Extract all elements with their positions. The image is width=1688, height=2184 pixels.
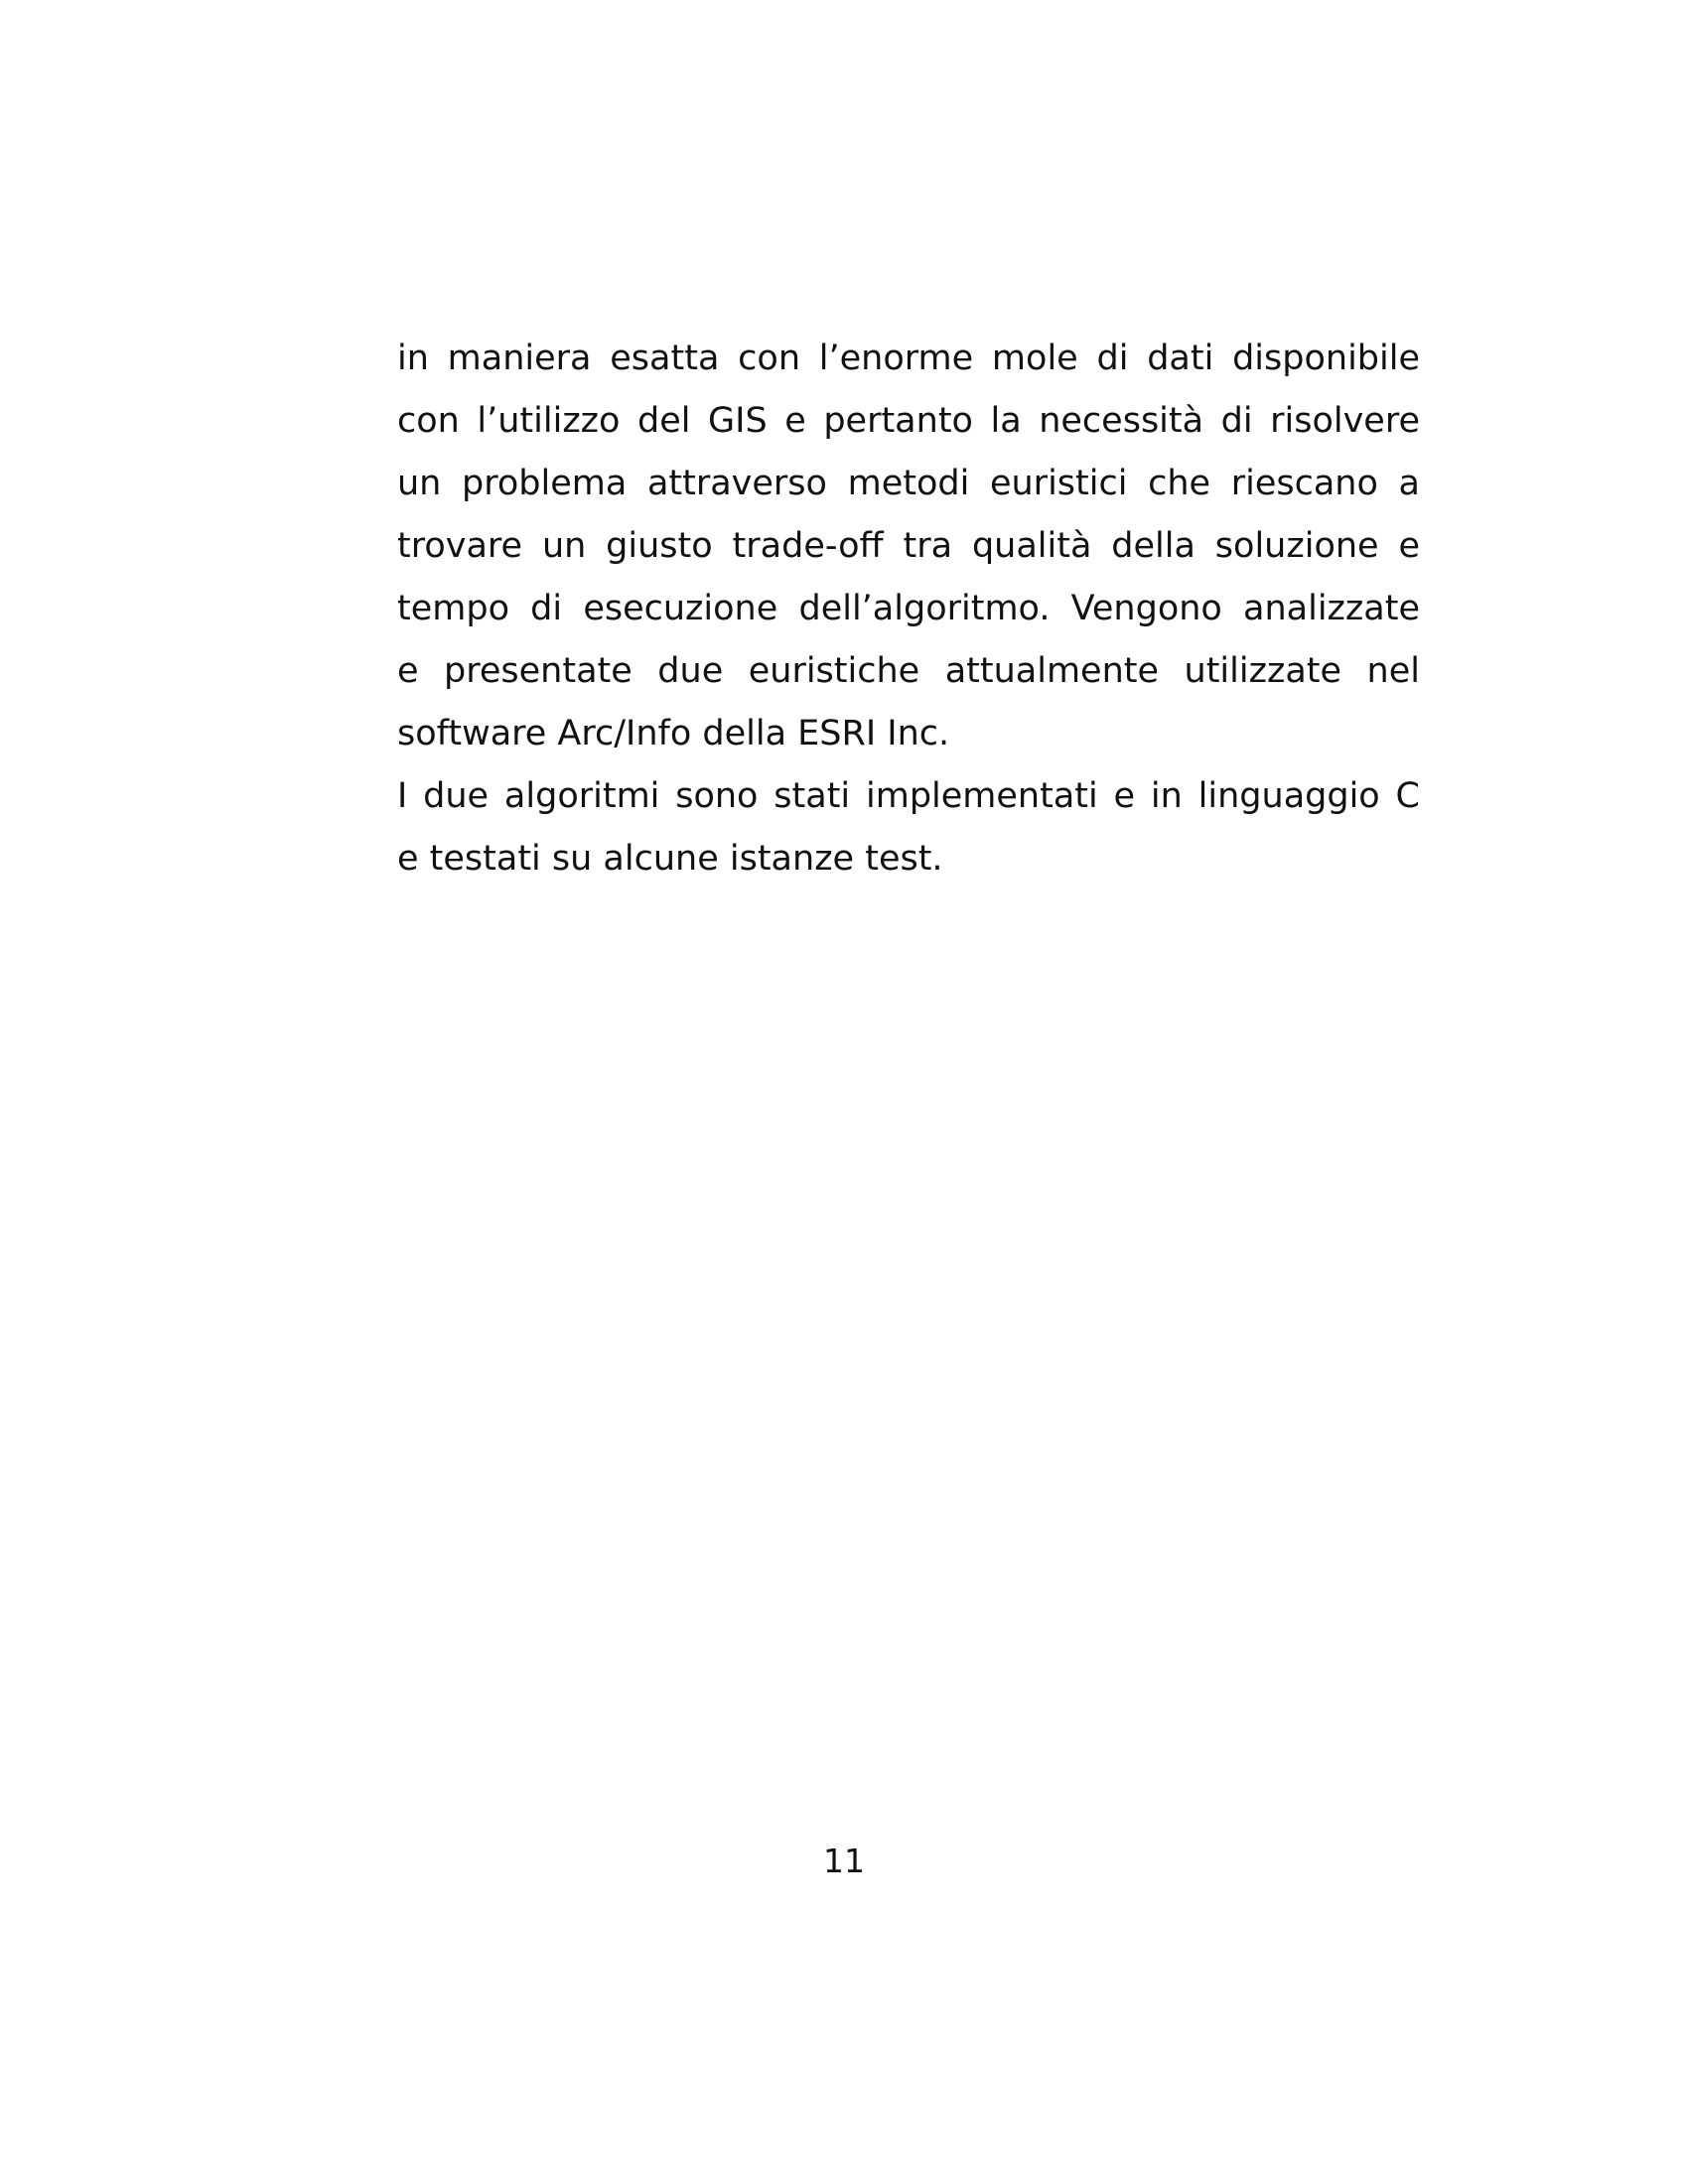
text-line: tempo di esecuzione dell’algoritmo. Vengono analizzate — [397, 589, 1420, 628]
paragraph-2 — [397, 765, 1420, 890]
text-line: e presentate due euristiche attualmente utilizzate nel — [397, 651, 1420, 691]
text-line: I due algoritmi sono stati implementati e in linguaggio C — [397, 776, 1420, 816]
text-line: trovare un giusto trade-off tra qualità della soluzione e — [397, 526, 1420, 566]
text-line: software Arc/Info della ESRI Inc. — [397, 714, 950, 753]
text-line: con l’utilizzo del GIS e pertanto la necessità di risolvere — [397, 401, 1420, 441]
paragraph-1 — [397, 328, 1420, 765]
text-line: e testati su alcune istanze test. — [397, 839, 943, 879]
text-line: un problema attraverso metodi euristici che riescano a — [397, 464, 1420, 503]
text-line: in maniera esatta con l’enorme mole di dati disponibile — [397, 339, 1420, 378]
body-text — [397, 328, 1420, 890]
page-number: 11 — [823, 1842, 865, 1880]
